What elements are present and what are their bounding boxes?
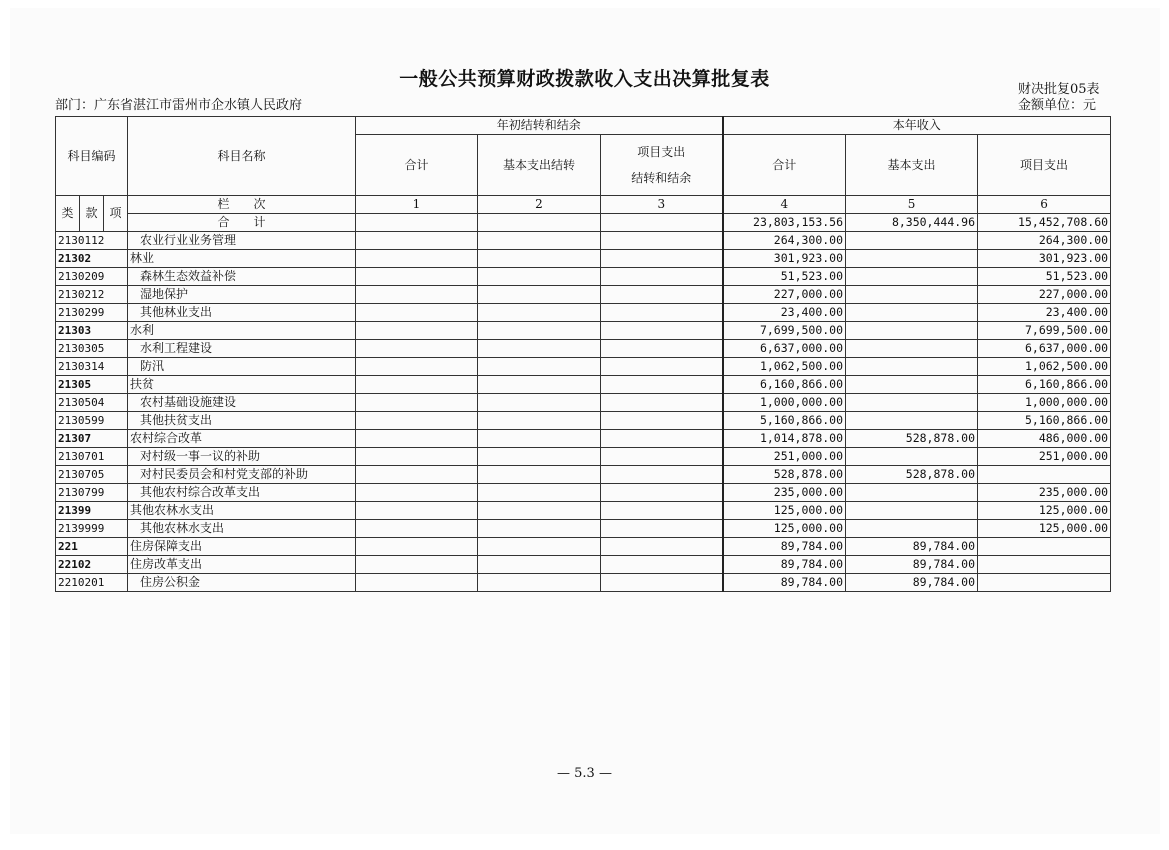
row-c6: 251,000.00 <box>978 448 1111 466</box>
table-row <box>56 304 1111 322</box>
total-c1 <box>356 214 478 232</box>
column-number-row <box>56 196 1111 214</box>
row-c6: 125,000.00 <box>978 502 1111 520</box>
row-name: 扶贫 <box>128 376 356 394</box>
col-num-6: 6 <box>978 196 1111 214</box>
row-code: 2130314 <box>56 358 128 376</box>
row-c1 <box>356 430 478 448</box>
row-c2 <box>478 448 601 466</box>
row-code: 2210201 <box>56 574 128 592</box>
row-c4: 89,784.00 <box>723 538 846 556</box>
row-code: 2130305 <box>56 340 128 358</box>
row-c3 <box>601 322 723 340</box>
row-c1 <box>356 466 478 484</box>
row-c3 <box>601 250 723 268</box>
table-row <box>56 430 1111 448</box>
row-c6: 5,160,866.00 <box>978 412 1111 430</box>
row-c5 <box>846 232 978 250</box>
table-row <box>56 376 1111 394</box>
row-c2 <box>478 394 601 412</box>
row-c4: 235,000.00 <box>723 484 846 502</box>
row-c6: 227,000.00 <box>978 286 1111 304</box>
row-name: 其他农村综合改革支出 <box>128 484 356 502</box>
row-c5 <box>846 304 978 322</box>
row-c4: 23,400.00 <box>723 304 846 322</box>
table-row <box>56 538 1111 556</box>
row-code: 21303 <box>56 322 128 340</box>
row-c6: 1,000,000.00 <box>978 394 1111 412</box>
row-c3 <box>601 304 723 322</box>
row-c4: 5,160,866.00 <box>723 412 846 430</box>
row-c1 <box>356 286 478 304</box>
row-c1 <box>356 484 478 502</box>
row-c6: 486,000.00 <box>978 430 1111 448</box>
row-name: 农村综合改革 <box>128 430 356 448</box>
row-c6: 125,000.00 <box>978 520 1111 538</box>
row-c3 <box>601 412 723 430</box>
table-row <box>56 556 1111 574</box>
row-c4: 89,784.00 <box>723 574 846 592</box>
total-label: 合 计 <box>128 214 356 232</box>
row-c2 <box>478 250 601 268</box>
table-row <box>56 520 1111 538</box>
row-c5 <box>846 268 978 286</box>
row-c2 <box>478 340 601 358</box>
row-c4: 264,300.00 <box>723 232 846 250</box>
col-num-5: 5 <box>846 196 978 214</box>
table-row <box>56 358 1111 376</box>
row-c3 <box>601 520 723 538</box>
row-c3 <box>601 358 723 376</box>
row-c6: 301,923.00 <box>978 250 1111 268</box>
header-group-opening: 年初结转和结余 <box>356 117 723 135</box>
row-code: 2130299 <box>56 304 128 322</box>
row-c5 <box>846 358 978 376</box>
row-c1 <box>356 520 478 538</box>
row-c1 <box>356 232 478 250</box>
header-code: 科目编码 <box>56 117 128 196</box>
row-code: 2130212 <box>56 286 128 304</box>
header-group-current: 本年收入 <box>723 117 1111 135</box>
row-name: 水利 <box>128 322 356 340</box>
row-c4: 6,637,000.00 <box>723 340 846 358</box>
row-c2 <box>478 322 601 340</box>
row-c2 <box>478 574 601 592</box>
table-row <box>56 574 1111 592</box>
row-c4: 125,000.00 <box>723 502 846 520</box>
row-code: 2130701 <box>56 448 128 466</box>
row-code: 2130112 <box>56 232 128 250</box>
row-c2 <box>478 538 601 556</box>
row-name: 其他扶贫支出 <box>128 412 356 430</box>
row-c3 <box>601 538 723 556</box>
row-c3 <box>601 286 723 304</box>
row-code: 21399 <box>56 502 128 520</box>
row-c4: 1,000,000.00 <box>723 394 846 412</box>
row-name: 林业 <box>128 250 356 268</box>
row-c6: 51,523.00 <box>978 268 1111 286</box>
col-num-1: 1 <box>356 196 478 214</box>
budget-table <box>55 116 1111 592</box>
row-name: 其他农林水支出 <box>128 502 356 520</box>
row-c4: 251,000.00 <box>723 448 846 466</box>
row-c6: 235,000.00 <box>978 484 1111 502</box>
row-c5 <box>846 502 978 520</box>
row-c2 <box>478 232 601 250</box>
row-c2 <box>478 268 601 286</box>
row-c5: 89,784.00 <box>846 538 978 556</box>
row-c3 <box>601 430 723 448</box>
row-code: 2130209 <box>56 268 128 286</box>
total-c5: 8,350,444.96 <box>846 214 978 232</box>
table-row <box>56 286 1111 304</box>
table-row <box>56 484 1111 502</box>
header-kuan: 款 <box>80 196 104 232</box>
row-code: 22102 <box>56 556 128 574</box>
row-c2 <box>478 412 601 430</box>
row-code: 21305 <box>56 376 128 394</box>
row-c6: 6,637,000.00 <box>978 340 1111 358</box>
row-c5 <box>846 376 978 394</box>
row-c3 <box>601 394 723 412</box>
row-c1 <box>356 340 478 358</box>
row-code: 21302 <box>56 250 128 268</box>
row-c4: 6,160,866.00 <box>723 376 846 394</box>
row-c4: 227,000.00 <box>723 286 846 304</box>
header-current-project: 项目支出 <box>978 135 1111 196</box>
row-c1 <box>356 376 478 394</box>
row-c1 <box>356 268 478 286</box>
header-opening-project-line2: 结转和结余 <box>631 171 692 185</box>
row-c2 <box>478 358 601 376</box>
row-c3 <box>601 556 723 574</box>
row-c4: 1,014,878.00 <box>723 430 846 448</box>
row-c5 <box>846 412 978 430</box>
row-c1 <box>356 448 478 466</box>
row-c4: 301,923.00 <box>723 250 846 268</box>
row-c6: 264,300.00 <box>978 232 1111 250</box>
header-lanci: 栏 次 <box>128 196 356 214</box>
table-row <box>56 232 1111 250</box>
row-c3 <box>601 466 723 484</box>
row-name: 对村级一事一议的补助 <box>128 448 356 466</box>
row-c5 <box>846 448 978 466</box>
row-name: 农村基础设施建设 <box>128 394 356 412</box>
row-name: 水利工程建设 <box>128 340 356 358</box>
row-name: 其他林业支出 <box>128 304 356 322</box>
total-row <box>56 214 1111 232</box>
row-c4: 89,784.00 <box>723 556 846 574</box>
row-c3 <box>601 340 723 358</box>
row-c6: 1,062,500.00 <box>978 358 1111 376</box>
row-name: 住房改革支出 <box>128 556 356 574</box>
row-c5 <box>846 340 978 358</box>
row-code: 21307 <box>56 430 128 448</box>
header-row-1 <box>56 117 1111 135</box>
row-c4: 528,878.00 <box>723 466 846 484</box>
row-name: 对村民委员会和村党支部的补助 <box>128 466 356 484</box>
unit-label: 金额单位：元 <box>1018 98 1097 113</box>
row-c2 <box>478 376 601 394</box>
form-id: 财决批复05表 <box>1018 82 1100 97</box>
row-c1 <box>356 574 478 592</box>
row-c3 <box>601 376 723 394</box>
row-c6 <box>978 538 1111 556</box>
header-opening-basic: 基本支出结转 <box>478 135 601 196</box>
row-c3 <box>601 502 723 520</box>
col-num-3: 3 <box>601 196 723 214</box>
total-c6: 15,452,708.60 <box>978 214 1111 232</box>
row-c4: 1,062,500.00 <box>723 358 846 376</box>
row-c1 <box>356 538 478 556</box>
row-c4: 125,000.00 <box>723 520 846 538</box>
table-row <box>56 250 1111 268</box>
row-c5 <box>846 484 978 502</box>
row-c2 <box>478 466 601 484</box>
row-code: 2130504 <box>56 394 128 412</box>
row-c5 <box>846 520 978 538</box>
row-c1 <box>356 502 478 520</box>
table-row <box>56 340 1111 358</box>
total-c3 <box>601 214 723 232</box>
table-row <box>56 448 1111 466</box>
row-c1 <box>356 322 478 340</box>
row-c6 <box>978 574 1111 592</box>
header-name: 科目名称 <box>128 117 356 196</box>
row-c5: 89,784.00 <box>846 556 978 574</box>
row-c5 <box>846 394 978 412</box>
row-name: 森林生态效益补偿 <box>128 268 356 286</box>
row-c2 <box>478 484 601 502</box>
row-c3 <box>601 484 723 502</box>
row-name: 湿地保护 <box>128 286 356 304</box>
table-row <box>56 268 1111 286</box>
row-c6 <box>978 556 1111 574</box>
header-lei: 类 <box>56 196 80 232</box>
row-c5 <box>846 250 978 268</box>
row-c1 <box>356 250 478 268</box>
header-opening-project <box>601 135 723 196</box>
row-c5: 89,784.00 <box>846 574 978 592</box>
table-row <box>56 502 1111 520</box>
row-c6: 6,160,866.00 <box>978 376 1111 394</box>
row-c3 <box>601 268 723 286</box>
page-title: 一般公共预算财政拨款收入支出决算批复表 <box>399 68 770 90</box>
row-code: 2130799 <box>56 484 128 502</box>
row-code: 2130705 <box>56 466 128 484</box>
row-c6 <box>978 466 1111 484</box>
header-opening-project-line1: 项目支出 <box>637 145 686 159</box>
row-code: 2130599 <box>56 412 128 430</box>
row-name: 住房公积金 <box>128 574 356 592</box>
row-name: 住房保障支出 <box>128 538 356 556</box>
table-row <box>56 322 1111 340</box>
row-c2 <box>478 502 601 520</box>
row-c1 <box>356 394 478 412</box>
row-c3 <box>601 448 723 466</box>
row-c2 <box>478 286 601 304</box>
row-c5: 528,878.00 <box>846 466 978 484</box>
header-current-basic: 基本支出 <box>846 135 978 196</box>
total-c2 <box>478 214 601 232</box>
table-row <box>56 412 1111 430</box>
row-c1 <box>356 556 478 574</box>
header-opening-total: 合计 <box>356 135 478 196</box>
table-row <box>56 466 1111 484</box>
row-name: 防汛 <box>128 358 356 376</box>
row-name: 其他农林水支出 <box>128 520 356 538</box>
header-xiang: 项 <box>104 196 128 232</box>
row-c5 <box>846 322 978 340</box>
department-label: 部门：广东省湛江市雷州市企水镇人民政府 <box>55 98 303 113</box>
row-name: 农业行业业务管理 <box>128 232 356 250</box>
row-c3 <box>601 232 723 250</box>
row-code: 2139999 <box>56 520 128 538</box>
row-c2 <box>478 430 601 448</box>
row-c3 <box>601 574 723 592</box>
row-c4: 51,523.00 <box>723 268 846 286</box>
row-c6: 7,699,500.00 <box>978 322 1111 340</box>
header-current-total: 合计 <box>723 135 846 196</box>
total-c4: 23,803,153.56 <box>723 214 846 232</box>
row-c6: 23,400.00 <box>978 304 1111 322</box>
row-c5: 528,878.00 <box>846 430 978 448</box>
row-c5 <box>846 286 978 304</box>
col-num-2: 2 <box>478 196 601 214</box>
row-c1 <box>356 358 478 376</box>
row-c2 <box>478 304 601 322</box>
col-num-4: 4 <box>723 196 846 214</box>
row-c2 <box>478 520 601 538</box>
row-c1 <box>356 304 478 322</box>
row-code: 221 <box>56 538 128 556</box>
page-number: — 5.3 — <box>557 766 612 781</box>
row-c2 <box>478 556 601 574</box>
row-c1 <box>356 412 478 430</box>
table-row <box>56 394 1111 412</box>
row-c4: 7,699,500.00 <box>723 322 846 340</box>
